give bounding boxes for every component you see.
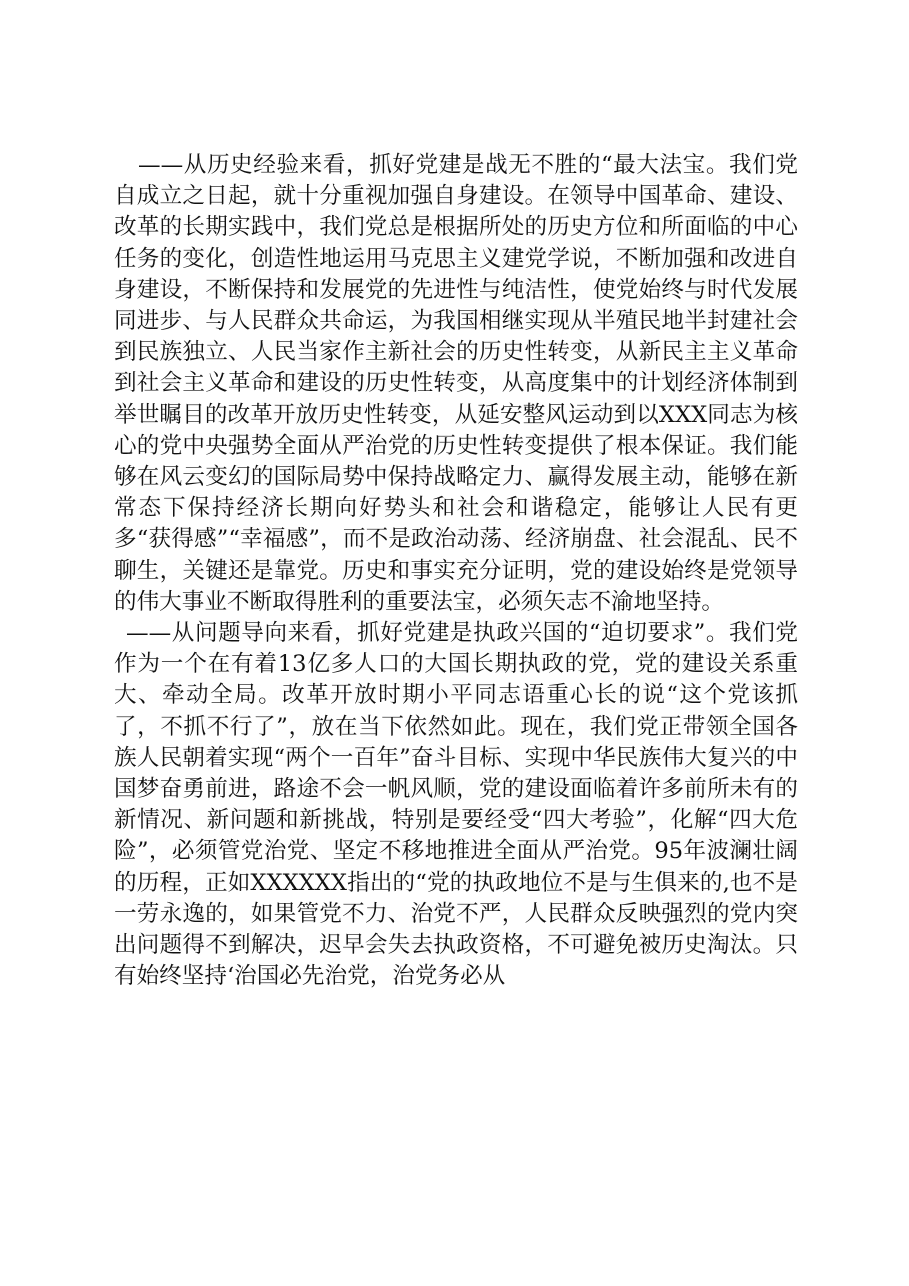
paragraph-problem-orientation: ——从问题导向来看，抓好党建是执政兴国的“迫切要求”。我们党作为一个在有着13亿多人口的大国长期执政的党，党的建设关系重大、牵动全局。改革开放时期小平同志语重心长的说“这个党该抓了，不抓不行了”，放在当下依然如此。现在，我们党正带领全国各族人民朝着实现“两个一百年”奋斗目标、实现中华民族伟大复兴的中国梦奋勇前进，路途不会一帆风顺，党的建设面临着许多前所未有的新情况、新问题和新挑战，特别是要经受“四大考验”，化解“四大危险”，必须管党治党、坚定不移地推进全面从严治党。95年波澜壮阔的历程，正如XXXXXX指出的“党的执政地位不是与生俱来的,也不是一劳永逸的，如果管党不力、治党不严，人民群众反映强烈的党内突出问题得不到解决，迟早会失去执政资格，不可避免被历史淘汰。只有始终坚持‘治国必先治党，治党务必从	[114, 620, 798, 990]
document-body	[114, 150, 798, 992]
paragraph-history-experience: ——从历史经验来看，抓好党建是战无不胜的“最大法宝。我们党自成立之日起，就十分重视加强自身建设。在领导中国革命、建设、改革的长期实践中，我们党总是根据所处的历史方位和所面临的中心任务的变化，创造性地运用马克思主义建党学说，不断加强和改进自身建设，不断保持和发展党的先进性与纯洁性，使党始终与时代发展同进步、与人民群众共命运，为我国相继实现从半殖民地半封建社会到民族独立、人民当家作主新社会的历史性转变，从新民主主义革命到社会主义革命和建设的历史性转变，从高度集中的计划经济体制到举世瞩目的改革开放历史性转变，从延安整风运动到以XXX同志为核心的党中央强势全面从严治党的历史性转变提供了根本保证。我们能够在风云变幻的国际局势中保持战略定力、赢得发展主动，能够在新常态下保持经济长期向好势头和社会和谐稳定，能够让人民有更多“获得感”“幸福感”，而不是政治动荡、经济崩盘、社会混乱、民不聊生，关键还是靠党。历史和事实充分证明，党的建设始终是党领导的伟大事业不断取得胜利的重要法宝，必须矢志不渝地坚持。	[114, 152, 798, 615]
